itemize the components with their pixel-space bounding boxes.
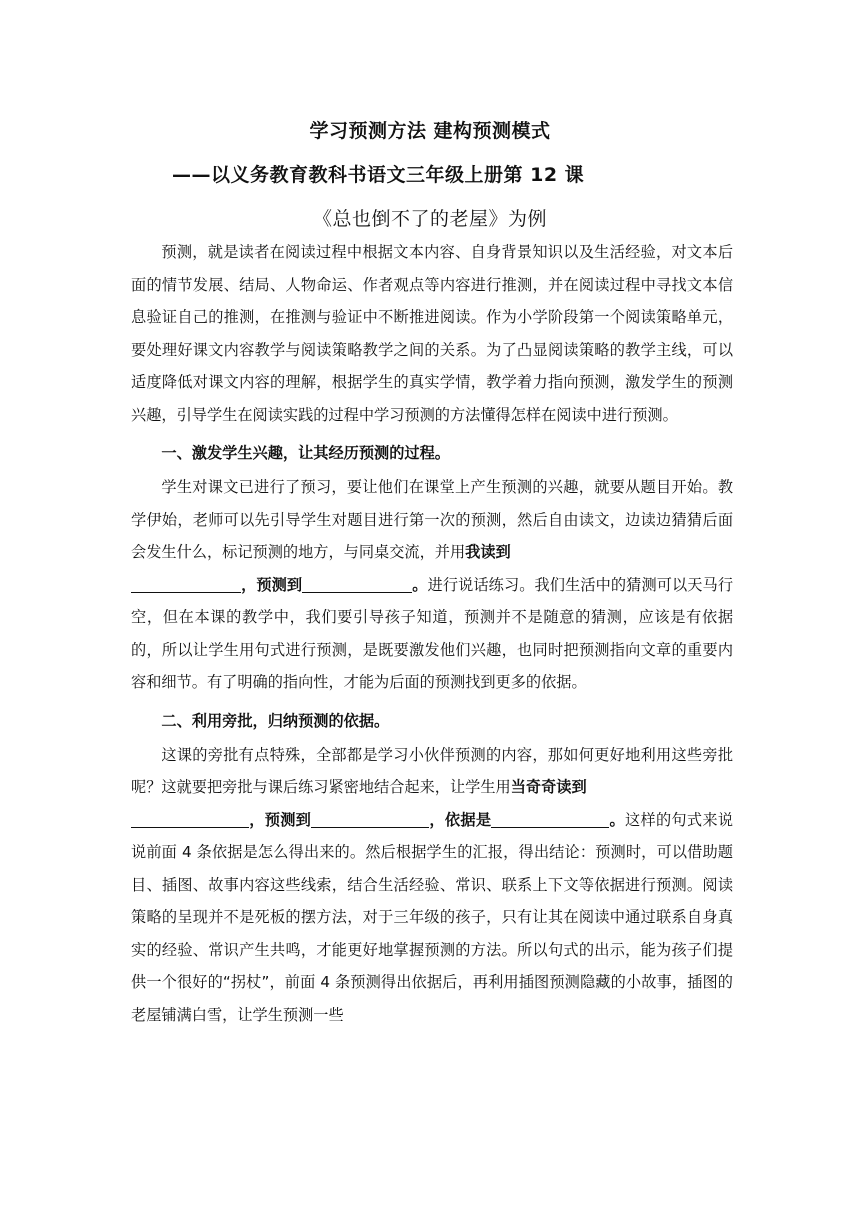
- main-title: 学习预测方法 建构预测模式: [309, 120, 551, 142]
- section-2-text-before: 这课的旁批有点特殊，全部都是学习小伙伴预测的内容，那如何更好地利用这些旁批呢？这就要把旁批与课后练习紧密地结合起来，让学生用: [131, 745, 733, 796]
- section-1-heading: 一、激发学生兴趣，让其经历预测的过程。: [161, 444, 450, 462]
- section-2-paragraph: [131, 739, 733, 1032]
- fill-blank: [302, 574, 412, 593]
- sentence-frame-predict: ，预测到: [249, 810, 312, 829]
- section-1-text-before: 学生对课文已进行了预习，要让他们在课堂上产生预测的兴趣，就要从题目开始。教学伊始，老师可以先引导学生对题目进行第一次的预测，然后自由读文，边读边猜猜后面会发生什么，标记预测的地方，与同桌交流，并用: [131, 478, 733, 561]
- fill-blank: [311, 809, 429, 828]
- section-2-heading: 二、利用旁批，归纳预测的依据。: [161, 711, 390, 730]
- sentence-frame-predict: ，预测到: [241, 575, 303, 594]
- section-2-text-after: 这样的句式来说说前面 4 条依据是怎么得出来的。然后根据学生的汇报，得出结论：预测时，可以借助题目、插图、故事内容这些线索，结合生活经验、常识、联系上下文等依据进行预测。阅读策略的呈现并不是死板的摆方法，对于三年级的孩子，只有让其在阅读中通过联系自身真实的经验、常识产生共鸣，才能更好地掌握预测的方法。所以句式的出示，能为孩子们提供一个很好的“拐杖”，前面 4 条预测得出依据后，再利用插图预测隐藏的小故事，插图的老屋铺满白雪，让学生预测一些: [131, 810, 734, 1024]
- sentence-frame-basis: ，依据是: [429, 810, 492, 829]
- fill-blank: [131, 574, 241, 593]
- section-1-text-after: 进行说话练习。我们生活中的猜测可以天马行空，但在本课的教学中，我们要引导孩子知道，预测并不是随意的猜测，应该是有依据的，所以让学生用句式进行预测，是既要激发他们兴趣，也同时把预测指向文章的重要内容和细节。有了明确的指向性，才能为后面的预测找到更多的依据。: [131, 575, 734, 691]
- fill-blank: [131, 809, 249, 828]
- sentence-frame-end: 。: [609, 810, 626, 829]
- fill-blank: [491, 809, 609, 828]
- article-body: [131, 236, 733, 1031]
- sentence-frame-read: 我读到: [465, 543, 511, 561]
- subtitle: ——以义务教育教科书语文三年级上册第 12 课: [172, 164, 585, 186]
- section-1-paragraph: [131, 471, 733, 699]
- sentence-frame-end: 。: [412, 575, 428, 594]
- sentence-frame-qiqi-read: 当奇奇读到: [510, 778, 587, 796]
- book-title: 《总也倒不了的老屋》为例: [312, 208, 547, 230]
- intro-paragraph: 预测，就是读者在阅读过程中根据文本内容、自身背景知识以及生活经验，对文本后面的情节发展、结局、人物命运、作者观点等内容进行推测，并在阅读过程中寻找文本信息验证自己的推测，在推测与验证中不断推进阅读。作为小学阶段第一个阅读策略单元，要处理好课文内容教学与阅读策略教学之间的关系。为了凸显阅读策略的教学主线，可以适度降低对课文内容的理解，根据学生的真实学情，教学着力指向预测，激发学生的预测兴趣，引导学生在阅读实践的过程中学习预测的方法懂得怎样在阅读中进行预测。: [131, 243, 733, 424]
